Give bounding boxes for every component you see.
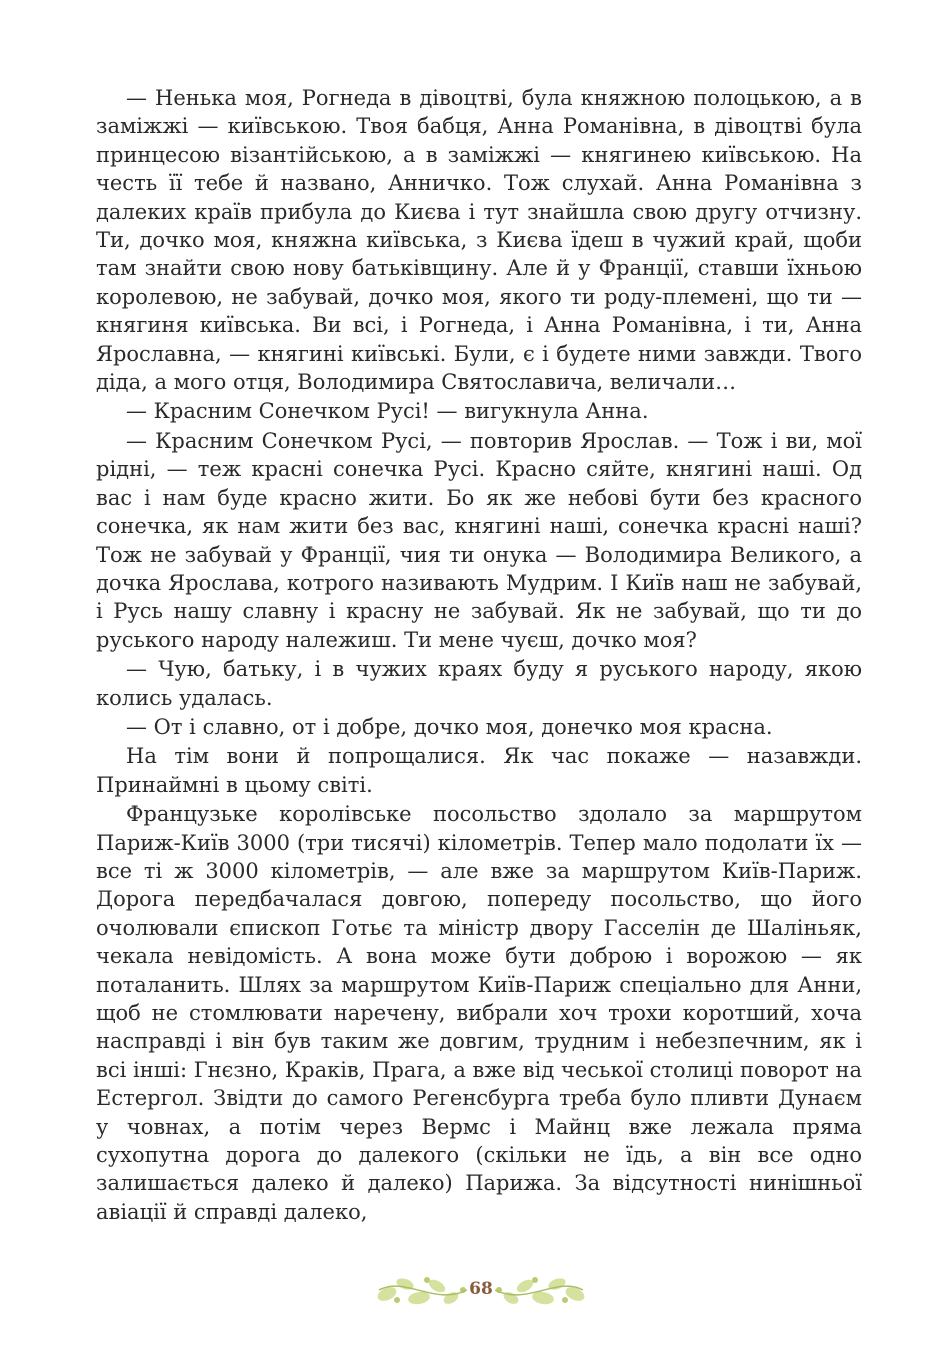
paragraph-5: — От і славно, от і добре, дочко моя, донечко моя красна. xyxy=(126,714,773,739)
paragraph-3: — Красним Сонечком Русі, — повторив Ярослав. — Тож і ви, мої рідні, — теж красні сонечка Русі. Красно сяйте, княгині наші. Од вас і нам буде красно жити. Бо як же небові бути без красного сонечка, як нам жити без вас, княгині наші, сонечка красні наші? Тож не забувай у Франції, чия ти онука — Володимира Великого, а дочка Ярослава, котрого називають Мудрим. І Київ наш не забувай, і Русь нашу славну і красну не забувай. Як не забувай, що ти до руського народу належиш. Ти мене чуєш, дочко моя? xyxy=(96,428,862,652)
paragraph-7: Французьке королівське посольство здолало за маршрутом Париж-Київ 3000 (три тисячі) кілометрів. Тепер мало подолати їх — все ті ж 3000 кілометрів, — але вже за маршрутом Київ-Париж. Дорога передбачалася довгою, попереду посольство, що його очолювали єпископ Готьє та міністр двору Гасселін де Шаліньяк, чекала невідомість. А вона може бути доброю і ворожою — як поталанить. Шлях за маршрутом Київ-Париж спеціально для Анни, щоб не стомлювати наречену, вибрали хоч трохи коротший, хоча насправді і він був таким же довгим, трудним і небезпечним, як і всі інші: Гнєзно, Краків, Прага, а вже від чеської столиці поворот на Естергол. Звідти до самого Регенсбурга треба було пливти Дунаєм у човнах, а потім через Вермс і Майнц вже лежала пряма сухопутна дорога до далекого (скільки не їдь, а він все одно залишається далеко й далеко) Парижа. За відсутності нинішньої авіації й справді далеко, xyxy=(96,802,862,1224)
page-number: 68 xyxy=(469,1279,493,1299)
page-footer xyxy=(375,1270,587,1310)
paragraph-2: — Красним Сонечком Русі! — вигукнула Анна. xyxy=(126,399,649,424)
paragraph-1: — Ненька моя, Рогнеда в дівоцтві, була княжною полоцькою, а в заміжжі — київською. Твоя бабця, Анна Романівна, в дівоцтві була принцесою візантійською, а в заміжжі — княгинею київською. На честь її тебе й названо, Анничко. Тож слухай. Анна Романівна з далеких країв прибула до Києва і тут знайшла свою другу отчизну. Ти, дочко моя, княжна київська, з Києва їдеш в чужий край, щоби там знайти свою нову батьківщину. Але й у Франції, ставши їхньою королевою, не забувай, дочко моя, якого ти роду-племені, що ти — княгиня київська. Ви всі, і Рогнеда, і Анна Романівна, і ти, Анна Ярославна, — княгині київські. Були, є і будете ними завжди. Твого діда, а мого отця, Володимира Святославича, величали… xyxy=(96,86,862,395)
paragraph-6: На тім вони й попрощалися. Як час покаже — назавжди. Принаймні в цьому світі. xyxy=(96,744,862,797)
body-text xyxy=(96,84,862,1227)
paragraph-4: — Чую, батьку, і в чужих краях буду я руського народу, якою колись удалась. xyxy=(96,657,862,710)
